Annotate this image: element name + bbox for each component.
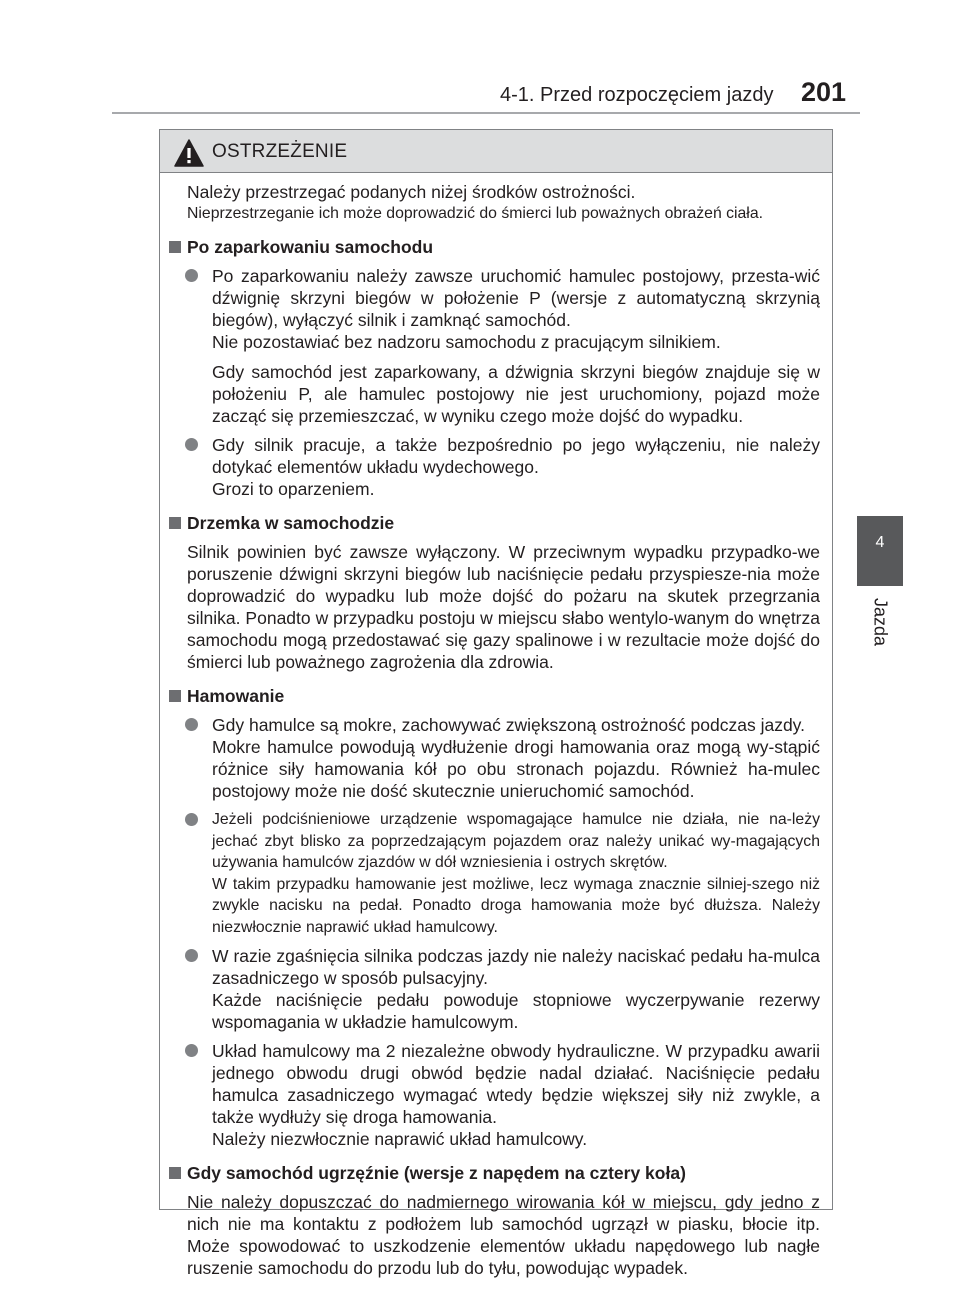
list-item [168,714,820,802]
section-after-parking [168,236,820,258]
round-bullet-icon [185,813,198,826]
warning-header [160,130,832,173]
item-text: Mokre hamulce powodują wydłużenie drogi hamowania oraz mogą wy-stąpić różnice siły hamowania kół po obu stronach pojazdu. Również ha-mulec postojowy może nie dość skutecznie unieruchomić samochód. [212,737,820,801]
warning-triangle-icon [174,139,204,167]
page-number: 201 [801,77,847,107]
warning-intro: Należy przestrzegać podanych niżej środków ostrożności. [187,182,636,202]
chapter-tab [857,516,903,586]
item-text: Układ hamulcowy ma 2 niezależne obwody hydrauliczne. W przypadku awarii jednego obwodu drugi obwód będzie nadal działać. Naciśnięcie pedału hamulca zasadniczego wymagać wtedy będzie większej siły niż zwykle, a także wydłuży się droga hamowania. [212,1041,820,1127]
paragraph-text: Nie należy dopuszczać do nadmiernego wirowania kół w miejscu, gdy jedno z nich nie ma kontaktu z podłożem lub samochód ugrzązł w piasku, błocie itp. Może spowodować to uszkodzenie elementów układu napędowego lub nagłe ruszenie samochodu do przodu lub do tyłu, powodując wypadek. [187,1192,820,1278]
list-item [168,265,820,427]
item-text: W razie zgaśnięcia silnika podczas jazdy nie należy naciskać pedału ha-mulca zasadniczego w sposób pulsacyjny. [212,946,820,988]
section-paragraph [168,1191,820,1279]
section-napping [168,512,820,534]
section-braking [168,685,820,707]
item-text: Jeżeli podciśnieniowe urządzenie wspomagające hamulce nie działa, nie na-leży jechać zbyt blisko za poprzedzającym pojazdem oraz należy unikać wy-magających używania hamulców zjazdów w dół wzniesienia i ostrych skrętów. [212,811,820,871]
item-text: Każde naciśnięcie pedału powoduje stopniowe wyczerpywanie rezerwy wspomagania w układzie hamulcowym. [212,990,820,1032]
list-item [168,1040,820,1150]
list-item [168,945,820,1033]
section-heading: Gdy samochód ugrzęźnie (wersje z napędem na cztery koła) [187,1163,686,1183]
item-text: Nie pozostawiać bez nadzoru samochodu z pracującym silnikiem. [212,332,721,352]
chapter-tab-number: 4 [875,534,885,551]
section-heading: Hamowanie [187,686,285,706]
list-item [168,434,820,500]
square-bullet-icon [169,1167,181,1179]
warning-intro-consequence: Nieprzestrzeganie ich może doprowadzić do śmierci lub poważnych obrażeń ciała. [187,205,763,222]
round-bullet-icon [185,1044,198,1057]
round-bullet-icon [185,949,198,962]
square-bullet-icon [169,690,181,702]
round-bullet-icon [185,718,198,731]
section-heading: Drzemka w samochodzie [187,513,395,533]
warning-box [159,129,833,1278]
paragraph-text: Silnik powinien być zawsze wyłączony. W przeciwnym wypadku przypadko-we poruszenie dźwigni skrzyni biegów lub naciśnięcie pedału przyspiesze-nia może doprowadzić do wypadku lub może dojść do pożaru na skutek przegrzania silnika. Ponadto w przypadku postoju w miejscu słabo wentylo-wanym do wnętrza samochodu mogą przedostawać się gazy spalinowe i w rezultacie może dojść do śmierci lub poważnego zagrożenia dla zdrowia. [187,542,820,672]
item-text: Gdy hamulce są mokre, zachowywać zwiększoną ostrożność podczas jazdy. [212,715,805,735]
item-text: Należy niezwłocznie naprawić układ hamulcowy. [212,1129,588,1149]
section-heading: Po zaparkowaniu samochodu [187,237,434,257]
item-text: Po zaparkowaniu należy zawsze uruchomić hamulec postojowy, przesta-wić dźwignię skrzyni biegów w położenie P (wersje z automatyczną skrzynią biegów), wyłączyć silnik i zamknąć samochód. [212,266,820,330]
section-vehicle-stuck [168,1162,820,1184]
item-text: W takim przypadku hamowanie jest możliwe, lecz wymaga znacznie silniej-szego niż zwykle nacisku na pedał. Ponadto droga hamowania może być dłuższa. Należy niezwłocznie naprawić układ hamulcowy. [212,875,820,936]
chapter-tab-label: Jazda [870,597,891,647]
item-text: Grozi to oparzeniem. [212,479,375,499]
warning-title: OSTRZEŻENIE [212,141,348,162]
section-paragraph [168,541,820,673]
item-text: Gdy silnik pracuje, a także bezpośrednio po jego wyłączeniu, nie należy dotykać elementów układu wydechowego. [212,435,820,477]
warning-content [168,181,820,1279]
item-text: Gdy samochód jest zaparkowany, a dźwignia skrzyni biegów znajduje się w położeniu P, ale hamulec postojowy nie jest uruchomiony, pojazd może zacząć się przemieszczać, w wyniku czego może dojść do wypadku. [212,362,820,426]
round-bullet-icon [185,438,198,451]
running-header-section-title: 4-1. Przed rozpoczęciem jazdy [500,84,774,106]
square-bullet-icon [169,517,181,529]
square-bullet-icon [169,241,181,253]
list-item [168,809,820,938]
round-bullet-icon [185,269,198,282]
header-divider [112,112,860,114]
